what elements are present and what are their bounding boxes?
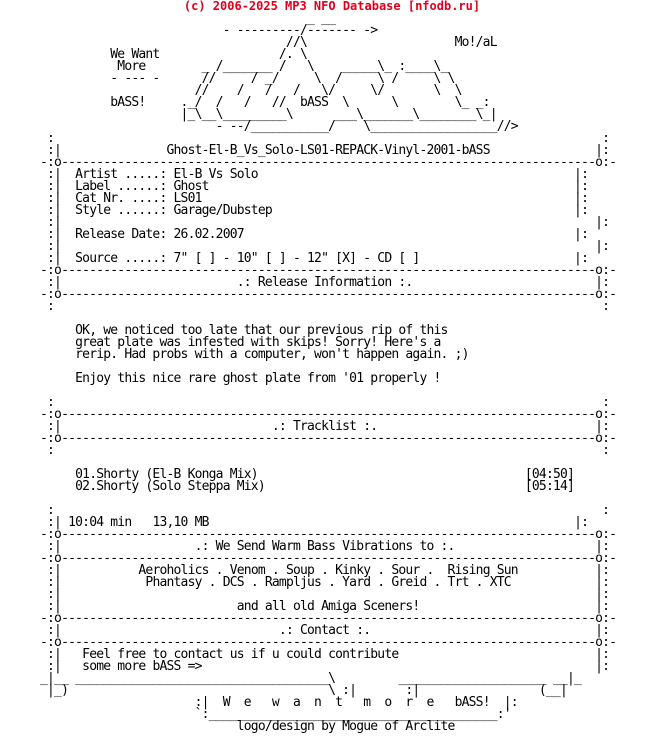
logo-art-line: _ __ [40,11,336,26]
frame-border: :| [40,167,76,182]
track-title: 01.Shorty (El-B Konga Mix) [75,467,525,482]
logo-art-line: - --- - // / _/ \ / \ / \ \ [40,71,455,86]
release-title: Ghost-El-B_Vs_Solo-LS01-REPACK-Vinyl-2001-bASS [61,143,596,158]
frame-border: |: [595,587,610,602]
frame-border: :| [40,515,69,530]
frame-border: |: [595,623,610,638]
frame-border: |: [595,575,610,590]
frame-border: :| [40,203,76,218]
frame-rule: -:o----------------------------------------------------------------------------o:- [40,287,617,302]
frame-rule: _|__ ____________________________________\ _____________________ __|_ [40,671,582,686]
frame-border: :| [40,599,62,614]
frame-border: :| [40,647,83,662]
logo-art-line: //\ Mo!/aL [40,35,497,50]
nfo-line [40,347,469,362]
logo-art-line: More _ /_______ / \ _____\_ :____\_ [40,59,448,74]
frame-rule: -:o----------------------------------------------------------------------------o:- [40,635,617,650]
nfo-line [40,719,455,734]
field-label: Release Date: [75,227,174,242]
field-value-source: 7" [ ] - 10" [ ] - 12" [X] - CD [ ] [173,251,575,266]
field-label: Cat Nr. ....: [75,191,174,206]
frame-border: |: [595,563,610,578]
frame-border: |: [574,515,589,530]
frame-border: |: [574,167,589,182]
logo-art-line: - --/___________/ \__________________//> [40,119,518,134]
frame-border: |: [595,239,610,254]
frame-rule: -:o----------------------------------------------------------------------------o:- [40,431,617,446]
field-value-label: Ghost [173,179,575,194]
logo-art-line: We Want /. \ [40,47,308,62]
frame-border: : : [40,131,610,146]
frame-border: :| [40,275,62,290]
field-label: Source .....: [75,251,174,266]
frame-border: :| [40,539,62,554]
field-label: Artist .....: [75,167,174,182]
frame-border: :| [40,227,76,242]
frame-border: : : [40,503,610,518]
nfo-document [40,13,616,733]
frame-border: |: [595,647,610,662]
field-label: Label ......: [75,179,174,194]
frame-rule: -:o----------------------------------------------------------------------------o:- [40,263,617,278]
frame-border: |: [595,539,610,554]
frame-border: :| [40,659,83,674]
frame-border: :| [40,239,62,254]
total-size: 13,10 MB [152,515,575,530]
frame-border: :| [40,575,62,590]
frame-border: :| [40,191,76,206]
logo-art-line: bASS! ._/ / / // bASS \ \ \_ _: [40,95,490,110]
frame-border: :| [40,419,62,434]
frame-rule: -:o----------------------------------------------------------------------------o:- [40,407,617,422]
release-note: rerip. Had probs with a computer, won't happen again. ;) [75,347,469,362]
track-title: 02.Shorty (Solo Steppa Mix) [75,479,525,494]
frame-border: :| [40,179,76,194]
frame-rule: -:o----------------------------------------------------------------------------o:- [40,155,617,170]
nfo-line [40,443,609,458]
frame-border: |: [595,419,610,434]
indent [40,371,75,386]
greets-line: Phantasy . DCS . Rampljus . Yard . Greid . Trt . XTC [61,575,596,590]
greets-line: and all old Amiga Sceners! [61,599,596,614]
nfo-line [40,479,574,494]
field-value-style: Garage/Dubstep [173,203,575,218]
frame-border: :| [40,563,62,578]
nfo-line [40,299,609,314]
frame-border: : : [40,299,610,314]
frame-rule: -:o----------------------------------------------------------------------------o:- [40,527,617,542]
section-heading: .: Release Information :. [61,275,596,290]
release-note: Enjoy this nice rare ghost plate from '01 properly ! [75,371,441,386]
frame-border: : : [40,395,610,410]
frame-border: :| [40,587,62,602]
field-value-catnr: LS01 [173,191,575,206]
release-note: OK, we noticed too late that our previous rip of this [75,323,448,338]
frame-border: |: [595,659,610,674]
frame-border: :| [40,623,62,638]
logo-art-line: |_\__\_________\ ___\_______\________\_| [40,107,497,122]
field-value-date: 26.02.2007 [173,227,575,242]
contact-line: Feel free to contact us if u could contribute [82,647,596,662]
field-label: Style ......: [75,203,174,218]
motto: W e w a n t m o r e bASS! [222,695,490,710]
frame-border: :| [40,143,62,158]
release-note: great plate was infested with skips! Sorry! Here's a [75,335,441,350]
frame-border: :| [40,215,62,230]
total-length: 10:04 min [68,515,132,530]
frame-border: |: [574,179,589,194]
frame-border: |: [574,227,589,242]
frame-border: :| [40,695,223,710]
indent [40,479,75,494]
site-header: (c) 2006-2025 MP3 NFO Database [nfodb.ru] [183,0,481,13]
frame-border: :| [40,251,76,266]
logo-art-line: - ---------/------- -> [40,23,378,38]
greets-line: Aeroholics . Venom . Soup . Kinky . Sour . Rising Sun [61,563,596,578]
frame-border: |: [574,191,589,206]
track-time: [04:50] [524,467,575,482]
frame-border: |: [595,275,610,290]
frame-rule: `:_________________________________________:' [40,707,511,722]
frame-rule: -:o----------------------------------------------------------------------------o:- [40,551,617,566]
frame-border: |: [489,695,518,710]
frame-border: |: [595,143,610,158]
frame-border: |: [595,215,610,230]
indent [40,347,75,362]
indent [40,719,237,734]
nfo-line [40,371,441,386]
frame-rule: -:o----------------------------------------------------------------------------o:- [40,611,617,626]
section-heading: .: We Send Warm Bass Vibrations to :. [61,539,596,554]
field-value-artist: El-B Vs Solo [173,167,575,182]
frame-rule: |_) \ :| :| (__| [40,683,568,698]
track-time: [05:14] [524,479,575,494]
contact-line: some more bASS => [82,659,596,674]
section-heading: .: Tracklist :. [61,419,596,434]
frame-border: : : [40,443,610,458]
credit-line: logo/design by Mogue of Arclite [236,719,455,734]
frame-border: |: [574,203,589,218]
frame-border: |: [574,251,589,266]
logo-art-line: // / / / \/ \/ \ \ [40,83,462,98]
frame-border: |: [595,599,610,614]
section-heading: .: Contact :. [61,623,596,638]
